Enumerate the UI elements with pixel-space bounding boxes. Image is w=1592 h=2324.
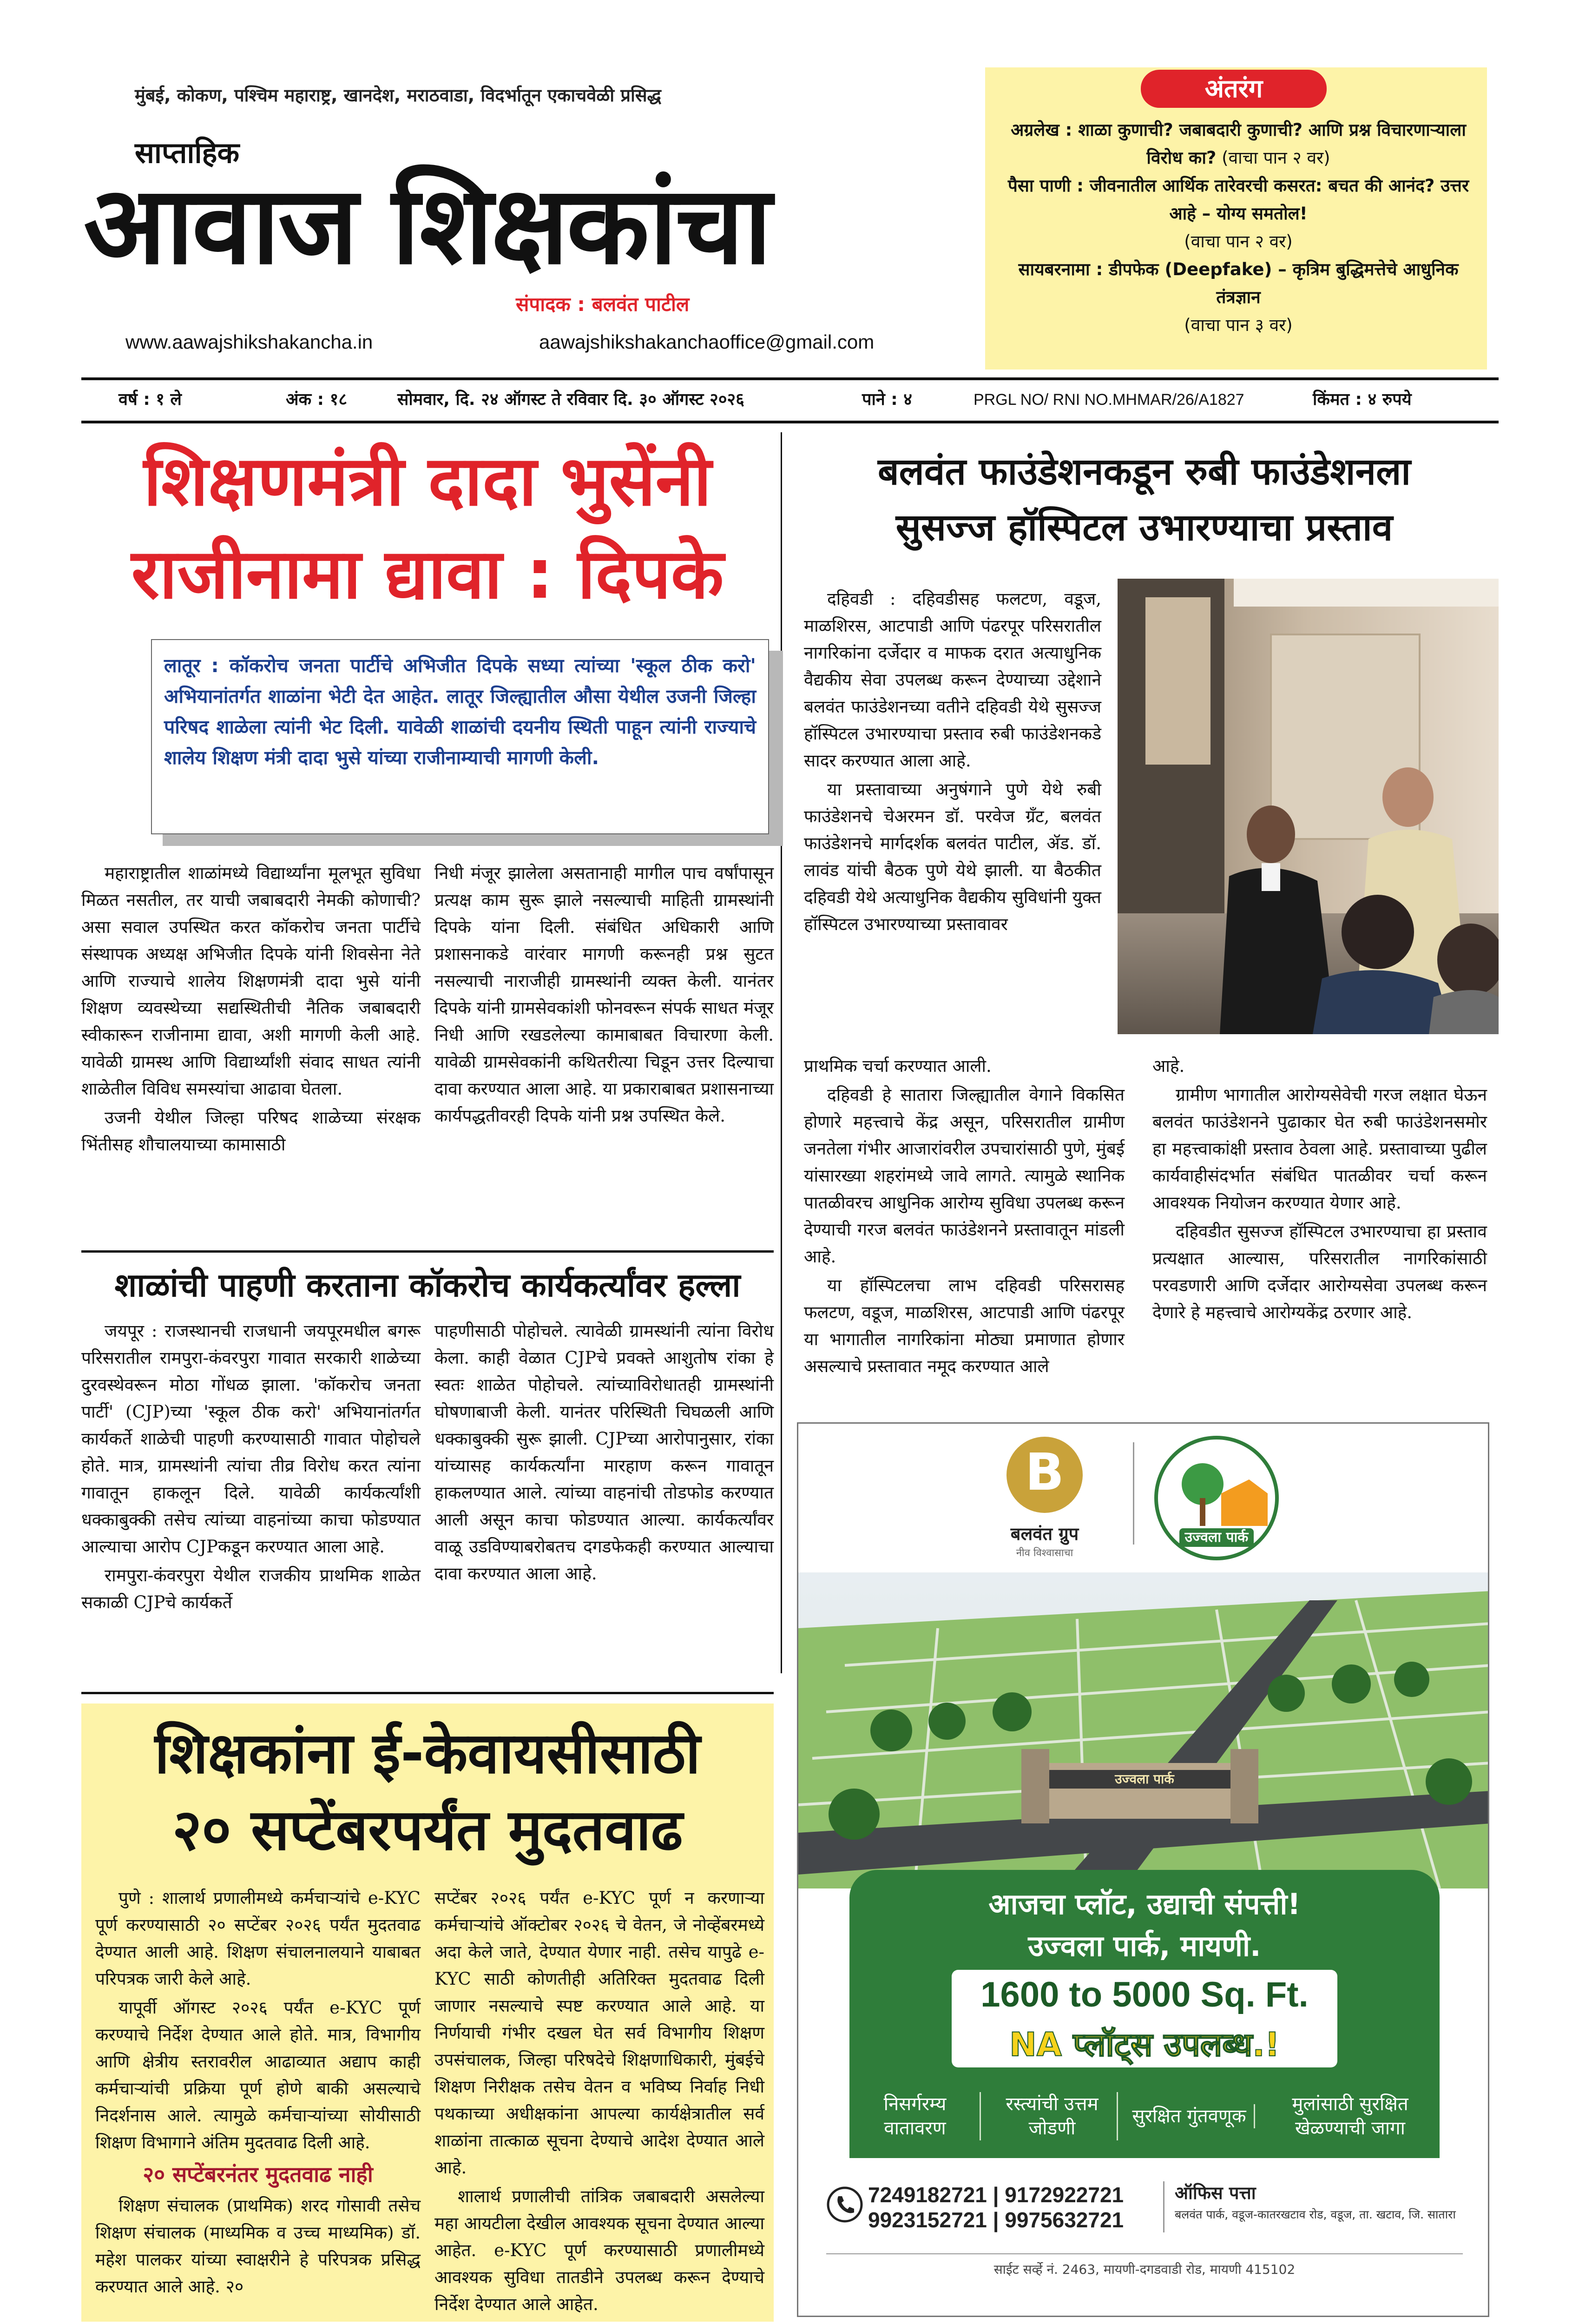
ad-tagline-1: आजचा प्लॉट, उद्याची संपत्ती! [988, 1887, 1301, 1921]
story3-top-column [804, 586, 1101, 940]
email-link[interactable]: aawajshikshakanchaoffice@gmail.com [539, 331, 875, 353]
weekly-label: साप्ताहिक [135, 136, 240, 170]
issue-price: किंमत : ४ रुपये [1313, 390, 1412, 409]
contents-item[interactable] [999, 116, 1478, 172]
story3-column-1 [804, 1053, 1125, 1382]
story4-paragraph: शालार्थ प्रणालीची तांत्रिक जबाबदारी असलेल्या महा आयटीला देखील आवश्यक सूचना देण्यात आल्या आहेत. e-KYC पूर्ण करण्यासाठी प्रणालीमध्ये आवश्यक सुविधा तातडीने उपलब्ध करून देण्याचे निर्देश देण्यात आले आहेत. [434, 2186, 764, 2314]
real-estate-ad[interactable] [797, 1422, 1489, 2317]
story2-column-2 [434, 1318, 774, 1589]
story3-headline-line1: बलवंत फाउंडेशनकडून रुबी फाउंडेशनला [877, 450, 1411, 493]
story4-headline-line2: २० सप्टेंबरपर्यंत मुदतवाढ [172, 1797, 683, 1863]
story4-subhead: २० सप्टेंबरनंतर मुदतवाढ नाही [143, 2162, 373, 2187]
story1-headline [81, 435, 774, 621]
story1-headline-line1: शिक्षणमंत्री दादा भुसेंनी [143, 441, 712, 521]
story1-paragraph: महाराष्ट्रातील शाळांमध्ये विद्यार्थ्यांना मूलभूत सुविधा मिळत नसतील, तर याची जबाबदारी नेमकी कोणाची? असा सवाल उपस्थित करत कॉकरोच जनता पार्टीचे संस्थापक अध्यक्ष अभिजीत दिपके यांनी शिवसेना नेते आणि राज्याचे शालेय शिक्षणमंत्री दादा भुसे यांनी शिक्षण व्यवस्थेच्या सद्यस्थितीची नैतिक जबाबदारी स्वीकारून राजीनामा द्यावा, अशी मागणी केली आहे. यावेळी ग्रामस्थ आणि विद्यार्थ्यांशी संवाद साधत त्यांनी शाळेतील विविध समस्यांचा आढावा घेतला. [81, 863, 421, 1099]
contents-item-ref: (वाचा पान २ वर) [1222, 148, 1330, 168]
main-column-divider [781, 432, 782, 1673]
story1-bottom-rule [81, 1250, 774, 1253]
story2-headline: शाळांची पाहणी करताना कॉकरोच कार्यकर्त्यांवर हल्ला [114, 1266, 741, 1304]
story3-paragraph: प्राथमिक चर्चा करण्यात आली. [804, 1056, 992, 1076]
contents-item-text: सायबरनामा : डीपफेक (Deepfake) – कृत्रिम बुद्धिमत्तेचे आधुनिक तंत्रज्ञान [1018, 259, 1459, 307]
story1-lead-text: लातूर : कॉकरोच जनता पार्टीचे अभिजीत दिपके सध्या त्यांच्या 'स्कूल ठीक करो' अभियानांतर्गत शाळांना भेटी देत आहेत. लातूर जिल्ह्यातील औसा येथील उजनी जिल्हा परिषद शाळेला त्यांनी भेट दिली. यावेळी शाळांची दयनीय स्थिती पाहून त्यांनी राज्याचे शालेय शिक्षण मंत्री दादा भुसे यांच्या राजीनाम्याची मागणी केली. [164, 654, 756, 769]
editor-line: संपादक : बलवंत पाटील [516, 293, 690, 316]
ad-phone[interactable]: 9923152721 [868, 2208, 987, 2232]
ad-brand-left: बलवंत ग्रुप [1010, 1524, 1079, 1544]
ad-feature: मुलांसाठी सुरक्षित खेळण्याची जागा [1292, 2093, 1408, 2139]
website-link[interactable]: www.aawajshikshakancha.in [125, 331, 373, 353]
regions-line: मुंबई, कोकण, पश्चिम महाराष्ट्र, खानदेश, मराठवाडा, विदर्भातून एकाचवेळी प्रसिद्ध [135, 85, 661, 106]
story4-headline-line1: शिक्षकांना ई-केवायसीसाठी [154, 1720, 701, 1786]
issue-bar-bottom-rule [81, 421, 1499, 423]
contents-item-ref: (वाचा पान २ वर) [1184, 231, 1293, 251]
story2-paragraph: रामपुरा-कंवरपुरा येथील राजकीय प्राथमिक शाळेत सकाळी CJPचे कार्यकर्ते [81, 1565, 421, 1612]
ad-contact-divider [1163, 2181, 1164, 2232]
contents-heading: अंतरंग [1141, 70, 1327, 108]
story3-paragraph: दहिवडीत सुसज्ज हॉस्पिटल उभारण्याचा हा प्रस्ताव प्रत्यक्षात आल्यास, परिसरातील नागरिकांसाठी परवडणारी आणि दर्जेदार आरोग्यसेवा उपलब्ध करून देणारे हे महत्त्वाचे आरोग्यकेंद्र ठरणार आहे. [1152, 1221, 1487, 1322]
story2-paragraph: जयपूर : राजस्थानची राजधानी जयपूरमधील बगरू परिसरातील रामपुरा-कंवरपुरा गावात सरकारी शाळेच्या दुरवस्थेवरून मोठा गोंधळ झाला. 'कॉकरोच जनता पार्टी' (CJP)च्या 'स्कूल ठीक करो' अभियानांतर्गत कार्यकर्ते शाळेची पाहणी करण्यासाठी गावात पोहोचले होते. मात्र, ग्रामस्थांनी त्यांचा तीव्र विरोध करत त्यांना गावातून हाकलून दिले. यावेळी कार्यकर्त्यांशी धक्काबुक्की तसेच त्यांच्या वाहनांच्या काचा फोडण्यात आल्याचा आरोप CJPकडून करण्यात आला आहे. [81, 1321, 421, 1557]
meeting-photo-image [1118, 579, 1499, 1034]
newspaper-title: आवाज शिक्षकांचा [84, 163, 770, 288]
ad-tagline-2: उज्वला पार्क, मायणी. [1028, 1929, 1261, 1963]
story3-headline [790, 444, 1499, 555]
issue-bar-top-rule [81, 377, 1499, 380]
ad-phone[interactable]: 7249182721 [868, 2183, 987, 2207]
story4-column-2 [434, 1885, 764, 2320]
story3-paragraph: या हॉस्पिटलचा लाभ दहिवडी परिसरासह फलटण, वडूज, माळशिरस, आटपाडी आणि पंढरपूर या भागातील नागरिकांना मोठ्या प्रमाणात होणार असल्याचे प्रस्तावात नमूद करण्यात आले [804, 1275, 1125, 1376]
balwant-group-logo-icon [1003, 1433, 1086, 1517]
ad-feature: निसर्गरम्य वातावरण [855, 2092, 981, 2140]
story3-paragraph: ग्रामीण भागातील आरोग्यसेवेची गरज लक्षात घेऊन बलवंत फाउंडेशनने पुढाकार घेत रुबी फाउंडेशनसमोर हा महत्त्वाकांक्षी प्रस्ताव ठेवला आहे. प्रस्तावाच्या पुढील कार्यवाहीसंदर्भात संबंधित पातळीवर चर्चा करून आवश्यक नियोजन करण्यात येणार आहे. [1152, 1085, 1487, 1213]
story3-paragraph: या प्रस्तावाच्या अनुषंगाने पुणे येथे रुबी फाउंडेशनचे चेअरमन डॉ. परवेज ग्रँट, बलवंत फाउंडेशनचे मार्गदर्शक बलवंत पाटील, ॲड. डॉ. लावंड यांची बैठक पुणे येथे झाली. या बैठकीत दहिवडी येथे अत्याधुनिक वैद्यकीय सुविधांनी युक्त हॉस्पिटल उभारण्याच्या प्रस्तावावर [804, 779, 1101, 934]
story2-paragraph: पाहणीसाठी पोहोचले. त्यावेळी ग्रामस्थांनी त्यांना विरोध केला. काही वेळात CJPचे प्रवक्ते आशुतोष रांका हे स्वतः शाळेत पोहोचले. त्यांच्याविरोधातही ग्रामस्थांनी घोषणाबाजी केली. यानंतर परिस्थिती चिघळली आणि धक्काबुक्की सुरू झाली. CJPच्या आरोपानुसार, रांका यांच्यासह कार्यकर्त्यांना मारहाण करून गावातून हाकलण्यात आले. त्यांच्या वाहनांची तोडफोड करण्यात आली असून काचा फोडण्यात आल्या. कार्यकर्त्यांवर वाळू उडविण्याबरोबतच दगडफेकही करण्यात आल्याचा दावा करण्यात आला आहे. [434, 1321, 774, 1584]
ad-office-label: ऑफिस पत्ता [1175, 2183, 1256, 2203]
ad-size-range: 1600 to 5000 Sq. Ft. [980, 1975, 1309, 2014]
ad-feature: रस्त्यांची उत्तम जोडणी [993, 2092, 1118, 2140]
issue-reg-number: PRGL NO/ RNI NO.MHMAR/26/A1827 [974, 391, 1244, 409]
ad-site-address: साईट सर्व्हे नं. 2463, मायणी-दगडवाडी रोड, मायणी 415102 [993, 2262, 1296, 2277]
ad-site-rule [826, 2253, 1463, 2254]
story4-column-1 [95, 1885, 421, 2302]
story2-bottom-rule [81, 1692, 774, 1694]
ad-brand-area [798, 1424, 1489, 1572]
contents-item-text: पैसा पाणी : जीवनातील आर्थिक तारेवरची कसरत: बचत की आनंद? उत्तर आहे – योग्य समतोल! [1007, 176, 1469, 224]
issue-year: वर्ष : १ ले [118, 390, 182, 409]
svg-text:B: B [1025, 1442, 1064, 1502]
ad-aerial-render [798, 1572, 1489, 1888]
story1-lead-box [151, 639, 769, 834]
story1-paragraph: निधी मंजूर झालेला असतानाही मागील पाच वर्षांपासून प्रत्यक्ष काम सुरू झाले नसल्याची माहिती ग्रामस्थांनी दिपके यांना दिली. संबंधित अधिकारी आणि प्रशासनाकडे वारंवार मागणी करूनही प्रश्न सुटत नसल्याची नाराजीही ग्रामस्थांनी व्यक्त केली. यानंतर दिपके यांनी ग्रामसेवकांशी फोनवरून संपर्क साधत मंजूर निधी आणि रखडलेल्या कामाबाबत विचारणा केली. यावेळी ग्रामसेवकांनी कथितरीत्या चिडून उत्तर दिल्याचा दावा करण्यात आला आहे. या प्रकाराबाबत प्रशासनाच्या कार्यपद्धतीवरही दिपके यांनी प्रश्न उपस्थित केले. [434, 863, 774, 1126]
story3-headline-line2: सुसज्ज हॉस्पिटल उभारण्याचा प्रस्ताव [895, 506, 1393, 549]
story3-paragraph: आहे. [1152, 1056, 1185, 1076]
story1-paragraph: उजनी येथील जिल्हा परिषद शाळेच्या संरक्षक भिंतीसह शौचालयाच्या कामासाठी [81, 1108, 421, 1155]
story1-column-2 [434, 860, 774, 1131]
contents-item[interactable] [999, 256, 1478, 339]
ad-brand-left-sub: नीव विश्वासाचा [1016, 1547, 1073, 1559]
meeting-photo [1118, 579, 1499, 1034]
story3-column-2 [1152, 1053, 1487, 1328]
phone-icon [826, 2186, 863, 2223]
story2-column-1 [81, 1318, 421, 1618]
story4-paragraph: पुणे : शालार्थ प्रणालीमध्ये कर्मचाऱ्यांचे e-KYC पूर्ण करण्यासाठी २० सप्टेंबर २०२६ पर्यंत मुदतवाढ देण्यात आली आहे. शिक्षण संचालनालयाने याबाबत परिपत्रक जारी केले आहे. [95, 1888, 421, 1989]
story3-paragraph: दहिवडी हे सातारा जिल्ह्यातील वेगाने विकसित होणारे महत्त्वाचे केंद्र असून, परिसरातील ग्रामीण जनतेला गंभीर आजारांवरील उपचारांसाठी पुणे, मुंबई यांसारख्या शहरांमध्ये जावे लागते. त्यामुळे स्थानिक पातळीवरच आधुनिक आरोग्य सुविधा उपलब्ध करून देण्याची गरज बलवंत फाउंडेशनने प्रस्तावातून मांडली आहे. [804, 1085, 1125, 1267]
contents-list [999, 116, 1478, 339]
story4-paragraph: शिक्षण संचालक (प्राथमिक) शरद गोसावी तसेच शिक्षण संचालक (माध्यमिक व उच्च माध्यमिक) डॉ. महेश पालकर यांच्या स्वाक्षरीने हे परिपत्रक प्रसिद्ध करण्यात आले आहे. २० [95, 2196, 421, 2297]
issue-bar [81, 383, 1499, 416]
ad-brand-right: उज्वला पार्क [1184, 1529, 1249, 1545]
contents-item-text: अग्रलेख : शाळा कुणाची? जबाबदारी कुणाची? आणि प्रश्न विचारणाऱ्याला विरोध का? [1011, 120, 1466, 168]
story4-paragraph: यापूर्वी ऑगस्ट २०२६ पर्यंत e-KYC पूर्ण करण्याचे निर्देश देण्यात आले होते. मात्र, विभागीय आणि क्षेत्रीय स्तरावरील आढाव्यात अद्याप काही कर्मचाऱ्यांची प्रक्रिया पूर्ण होणे बाकी असल्याचे निदर्शनास आले. त्यामुळे कर्मचाऱ्यांच्या सोयीसाठी शिक्षण विभागाने अंतिम मुदतवाढ दिली आहे. [95, 1998, 421, 2152]
ad-brand-divider [1133, 1442, 1134, 1545]
contents-item-ref: (वाचा पान ३ वर) [1184, 315, 1293, 335]
issue-pages: पाने : ४ [862, 390, 912, 409]
issue-number: अंक : १८ [286, 390, 348, 409]
issue-dates: सोमवार, दि. २४ ऑगस्ट ते रविवार दि. ३० ऑगस्ट २०२६ [397, 390, 744, 409]
ad-gate-sign: उज्वला पार्क [1115, 1771, 1174, 1787]
contents-item[interactable] [999, 172, 1478, 256]
ad-feature: सुरक्षित गुंतवणूक [1130, 2104, 1255, 2128]
ad-features [849, 2084, 1440, 2149]
story4-headline [81, 1715, 774, 1868]
story3-paragraph: दहिवडी : दहिवडीसह फलटण, वडूज, माळशिरस, आटपाडी आणि पंढरपूर परिसरातील नागरिकांना दर्जेदार व माफक दरात अत्याधुनिक वैद्यकीय सेवा उपलब्ध करून देण्याच्या उद्देशाने बलवंत फाउंडेशनच्या वतीने दहिवडी येथे सुसज्ज हॉस्पिटल उभारण्याचा प्रस्ताव रुबी फाउंडेशनकडे सादर करण्यात आला आहे. [804, 589, 1101, 771]
story4-paragraph: सप्टेंबर २०२६ पर्यंत e-KYC पूर्ण न करणाऱ्या कर्मचाऱ्यांचे ऑक्टोबर २०२६ चे वेतन, जे नोव्हेंबरमध्ये अदा केले जाते, देण्यात येणार नाही. तसेच यापुढे e-KYC साठी कोणतीही अतिरिक्त मुदतवाढ दिली जाणार नसल्याचे स्पष्ट करण्यात आले आहे. या निर्णयाची गंभीर दखल घेत सर्व विभागीय शिक्षण उपसंचालक, जिल्हा परिषदेचे शिक्षणाधिकारी, मुंबईचे शिक्षण निरीक्षक तसेच वेतन व भविष्य निर्वाह निधी पथकाच्या अधीक्षकांना आपल्या कार्यक्षेत्रातील सर्व शाळांना तात्काळ सूचना देण्याचे आदेश देण्यात आले आहे. [434, 1888, 764, 2178]
ad-office-address: बलवंत पार्क, वडूज-कातरखटाव रोड, वडूज, ता. खटाव, जि. सातारा [1175, 2208, 1456, 2221]
story1-headline-line2: राजीनामा द्यावा : दिपके [131, 534, 724, 614]
ad-phone[interactable]: 9975632721 [1005, 2208, 1124, 2232]
ad-phone[interactable]: 9172922721 [1005, 2183, 1124, 2207]
ad-na-plots: NA प्लॉट्स उपलब्ध.! [1009, 2026, 1280, 2064]
story1-column-1 [81, 860, 421, 1160]
ad-phone-numbers: 7249182721 | 9172922721 9923152721 | 9975632721 [868, 2183, 1124, 2232]
